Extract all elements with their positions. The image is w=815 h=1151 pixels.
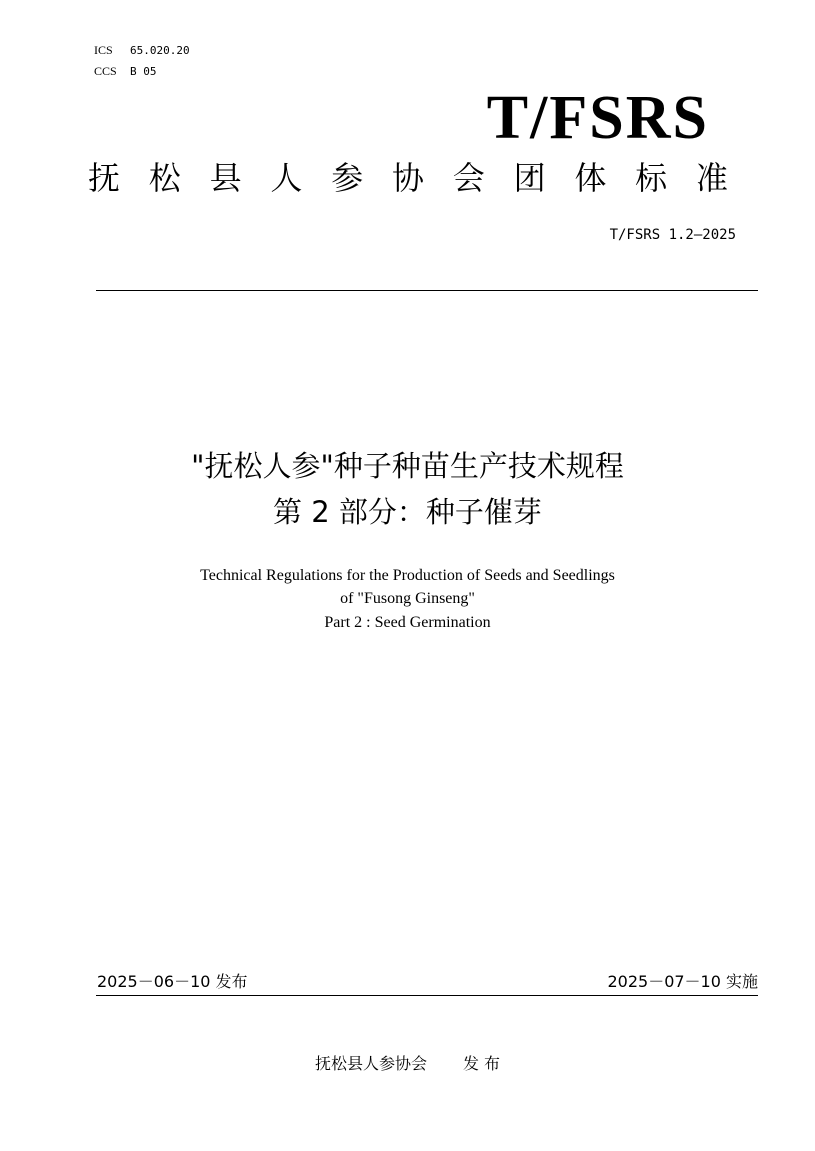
org-name-char: 团	[513, 159, 546, 197]
bottom-divider	[96, 995, 758, 996]
org-name-char: 参	[331, 159, 364, 197]
classification-block	[94, 40, 190, 82]
publish-word: 发 布	[462, 1054, 501, 1073]
org-name-char: 人	[270, 159, 303, 197]
ics-label: ICS	[94, 43, 113, 57]
organization-standard-name	[88, 156, 728, 200]
org-name-char: 协	[391, 159, 424, 197]
implement-date: 2025－07－10 实施	[607, 972, 758, 991]
english-title-line-3: Part 2 : Seed Germination	[324, 614, 491, 631]
organization-code: T/FSRS	[486, 84, 709, 152]
english-title-line-1: Technical Regulations for the Production of Seeds and Seedlings	[200, 567, 615, 584]
ics-value: 65.020.20	[130, 44, 190, 57]
org-name-char: 体	[574, 159, 607, 197]
publisher-name: 抚松县人参协会	[314, 1054, 427, 1073]
top-divider	[96, 290, 758, 291]
org-name-char: 标	[635, 159, 668, 197]
org-name-char: 准	[695, 159, 728, 197]
ccs-label: CCS	[94, 64, 117, 78]
org-name-char: 会	[452, 159, 485, 197]
english-title-line-2: of "Fusong Ginseng"	[340, 590, 475, 607]
publish-date: 2025－06－10 发布	[97, 972, 248, 991]
standard-number: T/FSRS 1.2—2025	[609, 227, 736, 243]
org-name-char: 抚	[88, 159, 121, 197]
org-name-char: 松	[148, 159, 181, 197]
publisher-line	[0, 1052, 815, 1076]
chinese-title-line-2: 第 2 部分：种子催芽	[273, 495, 542, 529]
ccs-value: B 05	[130, 65, 157, 78]
org-name-char: 县	[209, 159, 242, 197]
chinese-title-line-1: "抚松人参"种子种苗生产技术规程	[191, 449, 624, 483]
ics-line	[94, 40, 190, 61]
ccs-line	[94, 61, 190, 82]
